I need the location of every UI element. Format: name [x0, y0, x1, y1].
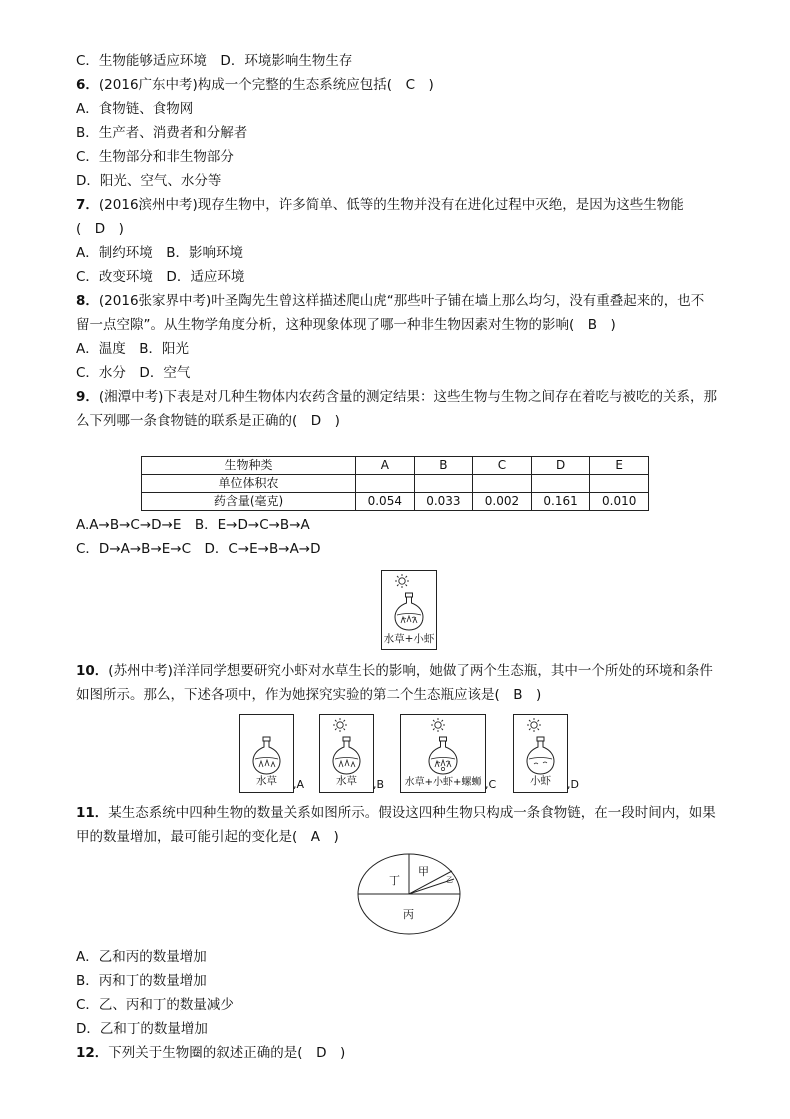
flask-icon [395, 593, 423, 630]
sun-icon [395, 574, 409, 588]
q11-option-b: B．丙和丁的数量增加 [76, 973, 207, 989]
table-row [142, 457, 649, 475]
q9-option-ab: A.A→B→C→D→E B．E→D→C→B→A [76, 517, 310, 533]
q8-text: (2016张家界中考)叶圣陶先生曾这样描述爬山虎“那些叶子铺在墙上那么均匀，没有重叠起来的，也不 [98, 293, 705, 309]
flask-label: 水草 [256, 775, 277, 787]
q11-option-d: D．乙和丁的数量增加 [76, 1021, 208, 1037]
label-yi: 乙 [446, 876, 453, 884]
option-d-flask [513, 714, 568, 793]
q10-number: 10． [76, 663, 109, 679]
q12-text: 下列关于生物圈的叙述正确的是( D ) [108, 1045, 346, 1061]
sun-icon [431, 718, 445, 732]
q7-stem [76, 196, 684, 214]
flask-label: 水草+小虾 [383, 633, 435, 645]
q11-option-c: C．乙、丙和丁的数量减少 [76, 997, 234, 1013]
sun-icon [333, 718, 347, 732]
q7-text: (2016滨州中考)现存生物中，许多简单、低等的生物并没有在进化过程中灭绝，是因为这些生物能 [98, 197, 684, 213]
flask-icon [253, 737, 280, 774]
q5-option-cd: C．生物能够适应环境 D．环境影响生物生存 [76, 53, 353, 69]
q6-number: 6． [76, 77, 99, 93]
q9-stem [76, 388, 717, 406]
q9-number: 9． [76, 389, 99, 405]
label-bing: 丙 [403, 908, 414, 921]
option-b-letter: ,B [373, 778, 385, 791]
q9-text: (湘潭中考)下表是对几种生物体内农药含量的测定结果：这些生物与生物之间存在着吃与被吃的关系，那 [98, 389, 717, 405]
option-c-letter: ,C [485, 778, 497, 791]
q8-option-ab: A．温度 B．阳光 [76, 341, 189, 357]
table-header-cell: D [531, 457, 590, 475]
table-row [142, 475, 649, 493]
option-d-letter: ,D [567, 778, 579, 791]
q9-option-cd: C．D→A→B→E→C D．C→E→B→A→D [76, 541, 321, 557]
q7-number: 7． [76, 197, 99, 213]
q7-answer: ( D ) [76, 221, 124, 237]
table-row [142, 493, 649, 511]
population-diagram [355, 852, 465, 936]
table-cell: 单位体积农 [142, 475, 356, 493]
table-cell [473, 475, 532, 493]
table-cell: 0.010 [590, 493, 649, 511]
q6-option-b: B．生产者、消费者和分解者 [76, 125, 248, 141]
table-cell: 药含量(毫克) [142, 493, 356, 511]
table-cell: 0.054 [356, 493, 415, 511]
table-header-cell: A [356, 457, 415, 475]
label-jia: 甲 [418, 865, 429, 878]
table-header-cell: B [414, 457, 473, 475]
table-cell: 0.033 [414, 493, 473, 511]
ecosystem-flask-figure [381, 570, 437, 650]
q8-stem-cont: 留一点空隙”。从生物学角度分析，这种现象体现了哪一种非生物因素对生物的影响( B ) [76, 317, 616, 333]
sun-icon [527, 718, 541, 732]
table-cell [414, 475, 473, 493]
table-cell [590, 475, 649, 493]
table-cell: 0.161 [531, 493, 590, 511]
table-cell [356, 475, 415, 493]
table-header-cell: E [590, 457, 649, 475]
flask-icon [527, 737, 554, 774]
q6-option-c: C．生物部分和非生物部分 [76, 149, 234, 165]
flask-label: 水草 [336, 775, 357, 787]
flask-icon [429, 737, 457, 774]
q6-option-a: A．食物链、食物网 [76, 101, 194, 117]
q6-option-d: D．阳光、空气、水分等 [76, 173, 222, 189]
q9-stem-cont: 么下列哪一条食物链的联系是正确的( D ) [76, 413, 340, 429]
flask-icon [333, 737, 360, 774]
q10-stem [76, 662, 713, 680]
q11-number: 11． [76, 805, 109, 821]
q10-stem-cont: 如图所示。那么，下述各项中，作为她探究实验的第二个生态瓶应该是( B ) [76, 687, 542, 703]
option-c-flask [400, 714, 486, 793]
q6-stem [76, 76, 434, 94]
flask-label: 水草+小虾+螺蛳 [404, 777, 482, 788]
q8-option-cd: C．水分 D．空气 [76, 365, 191, 381]
q11-stem-cont: 甲的数量增加，最可能引起的变化是( A ) [76, 829, 339, 845]
q11-text: 某生态系统中四种生物的数量关系如图所示。假设这四种生物只构成一条食物链，在一段时间内，如果 [108, 805, 716, 821]
q7-option-cd: C．改变环境 D．适应环境 [76, 269, 245, 285]
table-header-cell: 生物种类 [142, 457, 356, 475]
table-cell [531, 475, 590, 493]
q12-number: 12． [76, 1045, 109, 1061]
q8-stem [76, 292, 704, 310]
label-ding: 丁 [389, 874, 400, 887]
q8-number: 8． [76, 293, 99, 309]
q11-stem [76, 804, 716, 822]
q10-text: (苏州中考)洋洋同学想要研究小虾对水草生长的影响，她做了两个生态瓶，其中一个所处的环境和条件 [108, 663, 713, 679]
q11-option-a: A．乙和丙的数量增加 [76, 949, 207, 965]
pesticide-table [141, 456, 649, 511]
option-a-letter: ,A [293, 778, 305, 791]
option-a-flask [239, 714, 294, 793]
option-b-flask [319, 714, 374, 793]
q7-option-ab: A．制约环境 B．影响环境 [76, 245, 243, 261]
table-cell: 0.002 [473, 493, 532, 511]
flask-label: 小虾 [530, 775, 551, 787]
q12-stem [76, 1044, 345, 1062]
q6-text: (2016广东中考)构成一个完整的生态系统应包括( C ) [98, 77, 434, 93]
table-header-cell: C [473, 457, 532, 475]
